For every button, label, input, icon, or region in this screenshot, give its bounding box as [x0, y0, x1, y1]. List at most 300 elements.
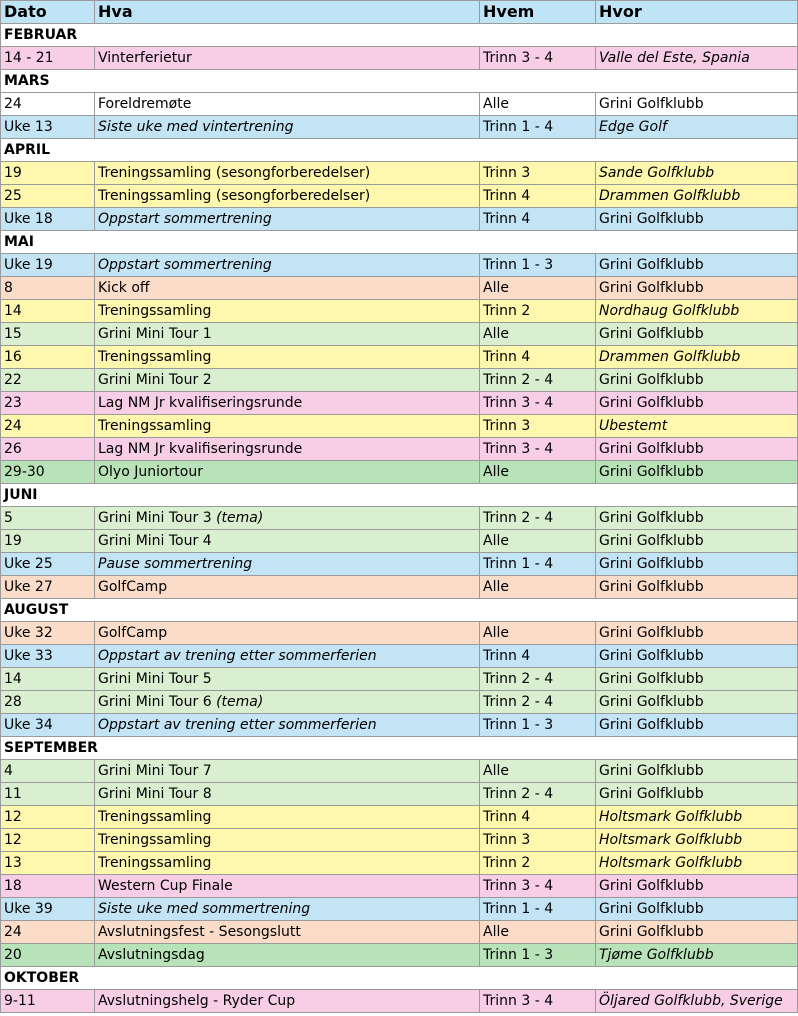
cell-dato [1, 346, 95, 369]
cell-hvem-text: Trinn 1 - 3 [483, 717, 554, 733]
cell-hvor-text: Grini Golfklubb [599, 395, 704, 411]
cell-hvem [480, 783, 596, 806]
cell-dato-text: 12 [4, 832, 22, 848]
cell-hvem [480, 714, 596, 737]
cell-hvem [480, 645, 596, 668]
cell-hvem-text: Trinn 4 [483, 349, 531, 365]
cell-hvem [480, 553, 596, 576]
month-row [1, 484, 798, 507]
month-label: SEPTEMBER [1, 737, 798, 760]
cell-hva [95, 553, 480, 576]
cell-hva [95, 898, 480, 921]
month-row [1, 967, 798, 990]
cell-hva [95, 921, 480, 944]
cell-hva [95, 162, 480, 185]
cell-dato [1, 323, 95, 346]
table-row [1, 898, 798, 921]
cell-dato-text: 14 [4, 671, 22, 687]
cell-hvor-text: Tjøme Golfklubb [599, 947, 714, 963]
month-label: APRIL [1, 139, 798, 162]
cell-hvem [480, 530, 596, 553]
cell-hvor-text: Nordhaug Golfklubb [599, 303, 740, 319]
cell-hvor-text: Sande Golfklubb [599, 165, 715, 181]
cell-hvor-text: Grini Golfklubb [599, 694, 704, 710]
cell-hva [95, 829, 480, 852]
cell-hvem [480, 323, 596, 346]
cell-hvem [480, 369, 596, 392]
cell-hvem-text: Alle [483, 96, 509, 112]
cell-dato [1, 461, 95, 484]
cell-hvor-text: Grini Golfklubb [599, 924, 704, 940]
cell-hvem-text: Trinn 2 - 4 [483, 694, 554, 710]
month-row [1, 599, 798, 622]
cell-hvem [480, 208, 596, 231]
cell-hva [95, 254, 480, 277]
cell-hvor-text: Holtsmark Golfklubb [599, 832, 743, 848]
cell-dato-text: 18 [4, 878, 22, 894]
cell-dato [1, 668, 95, 691]
cell-dato-text: 19 [4, 533, 22, 549]
cell-hvem [480, 760, 596, 783]
table-row [1, 622, 798, 645]
cell-hva [95, 760, 480, 783]
cell-hvor [596, 47, 798, 70]
cell-dato [1, 47, 95, 70]
cell-hvor-text: Valle del Este, Spania [599, 50, 750, 66]
month-row [1, 139, 798, 162]
cell-hvor [596, 553, 798, 576]
cell-dato-text: 24 [4, 924, 22, 940]
cell-dato-text: 16 [4, 349, 22, 365]
cell-hva-text: Oppstart sommertrening [98, 257, 272, 273]
cell-hvor-text: Grini Golfklubb [599, 280, 704, 296]
cell-hva-text: Avslutningsfest - Sesongslutt [98, 924, 301, 940]
cell-hva [95, 277, 480, 300]
table-row [1, 116, 798, 139]
cell-hvor [596, 300, 798, 323]
table-row [1, 691, 798, 714]
cell-hvem-text: Alle [483, 625, 509, 641]
cell-dato [1, 254, 95, 277]
cell-hvem [480, 392, 596, 415]
cell-hvor [596, 576, 798, 599]
cell-dato-text: 14 [4, 303, 22, 319]
cell-hva-text: Grini Mini Tour 2 [98, 372, 212, 388]
cell-hva-text: GolfCamp [98, 625, 168, 641]
cell-dato-text: 24 [4, 418, 22, 434]
cell-hvor [596, 691, 798, 714]
cell-hva-text: Grini Mini Tour 5 [98, 671, 212, 687]
month-label: JUNI [1, 484, 798, 507]
cell-hvor [596, 645, 798, 668]
cell-hvem [480, 898, 596, 921]
cell-hva [95, 990, 480, 1013]
cell-dato [1, 576, 95, 599]
cell-dato-text: 13 [4, 855, 22, 871]
month-row [1, 24, 798, 47]
cell-hvem-text: Alle [483, 579, 509, 595]
cell-hva [95, 875, 480, 898]
cell-hvem-text: Trinn 1 - 3 [483, 257, 554, 273]
cell-hvor [596, 714, 798, 737]
cell-hvem-text: Alle [483, 464, 509, 480]
cell-hvem [480, 47, 596, 70]
cell-dato-text: Uke 13 [4, 119, 53, 135]
cell-hvem [480, 300, 596, 323]
cell-hvem [480, 829, 596, 852]
cell-dato [1, 507, 95, 530]
cell-dato [1, 185, 95, 208]
cell-dato-text: 15 [4, 326, 22, 342]
cell-hvem [480, 990, 596, 1013]
cell-hva [95, 806, 480, 829]
cell-hvem [480, 185, 596, 208]
cell-dato [1, 944, 95, 967]
cell-hvem-text: Trinn 2 - 4 [483, 510, 554, 526]
table-row [1, 645, 798, 668]
cell-hvor-text: Holtsmark Golfklubb [599, 809, 743, 825]
cell-hvor [596, 668, 798, 691]
cell-hvem-text: Alle [483, 326, 509, 342]
cell-hvor-text: Ubestemt [599, 418, 668, 434]
cell-dato [1, 783, 95, 806]
cell-hvor-text: Grini Golfklubb [599, 464, 704, 480]
month-label: AUGUST [1, 599, 798, 622]
cell-hvor-text: Grini Golfklubb [599, 257, 704, 273]
cell-hvor [596, 507, 798, 530]
table-row [1, 921, 798, 944]
cell-dato-text: Uke 27 [4, 579, 53, 595]
month-row [1, 70, 798, 93]
cell-dato-text: 5 [4, 510, 13, 526]
cell-hvem-text: Trinn 3 - 4 [483, 993, 554, 1009]
cell-hva-text: Lag NM Jr kvalifiseringsrunde [98, 441, 303, 457]
cell-hvor [596, 185, 798, 208]
cell-hvem-text: Alle [483, 280, 509, 296]
table-row [1, 760, 798, 783]
cell-hvem [480, 162, 596, 185]
cell-hvem [480, 507, 596, 530]
cell-dato-text: Uke 39 [4, 901, 53, 917]
table-row [1, 323, 798, 346]
cell-hvem-text: Trinn 1 - 4 [483, 119, 554, 135]
cell-hvor-text: Holtsmark Golfklubb [599, 855, 743, 871]
cell-dato [1, 530, 95, 553]
cell-hva-text: Oppstart av trening etter sommerferien [98, 717, 377, 733]
cell-hva [95, 852, 480, 875]
cell-hva-text: Grini Mini Tour 4 [98, 533, 212, 549]
cell-hvem-text: Trinn 3 [483, 832, 531, 848]
cell-hvem [480, 622, 596, 645]
cell-dato-text: 19 [4, 165, 22, 181]
cell-hva-text: Siste uke med vintertrening [98, 119, 294, 135]
month-label: MAI [1, 231, 798, 254]
cell-hva-text: Treningssamling (sesongforberedelser) [98, 165, 371, 181]
cell-dato [1, 553, 95, 576]
cell-hvem [480, 944, 596, 967]
cell-hvor-text: Grini Golfklubb [599, 901, 704, 917]
cell-hvor [596, 760, 798, 783]
cell-dato [1, 806, 95, 829]
cell-hva-suffix: (tema) [216, 510, 264, 526]
cell-dato [1, 875, 95, 898]
cell-hva [95, 530, 480, 553]
cell-dato-text: Uke 33 [4, 648, 53, 664]
cell-hva-text: Oppstart sommertrening [98, 211, 272, 227]
table-row [1, 93, 798, 116]
cell-hvor-text: Grini Golfklubb [599, 510, 704, 526]
cell-hvor [596, 944, 798, 967]
cell-hvor [596, 990, 798, 1013]
cell-dato [1, 300, 95, 323]
cell-hva-text: Grini Mini Tour 6 [98, 694, 212, 710]
cell-hvor [596, 530, 798, 553]
cell-hva [95, 576, 480, 599]
table-row [1, 783, 798, 806]
cell-hvor [596, 162, 798, 185]
column-header-hvor: Hvor [596, 1, 798, 24]
cell-hvem-text: Alle [483, 763, 509, 779]
cell-hva [95, 323, 480, 346]
cell-hvem [480, 438, 596, 461]
cell-hva-text: Treningssamling [98, 418, 212, 434]
cell-hvem [480, 875, 596, 898]
cell-hva-text: Grini Mini Tour 1 [98, 326, 212, 342]
cell-hvem-text: Trinn 2 [483, 855, 531, 871]
cell-hvor-text: Grini Golfklubb [599, 717, 704, 733]
cell-hva [95, 47, 480, 70]
cell-hvem [480, 921, 596, 944]
cell-dato [1, 116, 95, 139]
cell-dato [1, 162, 95, 185]
table-row [1, 254, 798, 277]
cell-hvor [596, 438, 798, 461]
cell-hva [95, 346, 480, 369]
cell-hva [95, 93, 480, 116]
cell-hva [95, 944, 480, 967]
table-row [1, 668, 798, 691]
cell-hvor [596, 806, 798, 829]
cell-dato [1, 829, 95, 852]
cell-hva-text: Western Cup Finale [98, 878, 233, 894]
cell-hva-text: Treningssamling [98, 349, 212, 365]
table-row [1, 392, 798, 415]
cell-hvem-text: Trinn 4 [483, 648, 531, 664]
cell-hvor [596, 921, 798, 944]
cell-hvem-text: Trinn 2 [483, 303, 531, 319]
cell-dato-text: 29-30 [4, 464, 45, 480]
cell-dato [1, 208, 95, 231]
cell-hvor-text: Drammen Golfklubb [599, 188, 741, 204]
cell-dato [1, 760, 95, 783]
cell-hvor-text: Grini Golfklubb [599, 671, 704, 687]
month-label: OKTOBER [1, 967, 798, 990]
cell-dato-text: 8 [4, 280, 13, 296]
cell-hva-text: Treningssamling (sesongforberedelser) [98, 188, 371, 204]
cell-dato-text: Uke 34 [4, 717, 53, 733]
cell-hvem-text: Alle [483, 533, 509, 549]
cell-hva-text: Lag NM Jr kvalifiseringsrunde [98, 395, 303, 411]
cell-hva [95, 185, 480, 208]
cell-hva [95, 392, 480, 415]
cell-hvor [596, 116, 798, 139]
cell-hvem [480, 806, 596, 829]
cell-hva [95, 507, 480, 530]
cell-dato [1, 392, 95, 415]
cell-hvor [596, 392, 798, 415]
cell-hvem [480, 461, 596, 484]
cell-dato-text: 9-11 [4, 993, 36, 1009]
column-header-hva: Hva [95, 1, 480, 24]
cell-hvor-text: Grini Golfklubb [599, 96, 704, 112]
cell-hvem-text: Trinn 2 - 4 [483, 671, 554, 687]
table-row [1, 346, 798, 369]
cell-dato-text: Uke 18 [4, 211, 53, 227]
cell-hvor [596, 829, 798, 852]
cell-hva [95, 691, 480, 714]
cell-hvem [480, 852, 596, 875]
cell-dato [1, 921, 95, 944]
cell-hvor-text: Edge Golf [599, 119, 667, 135]
cell-hvem-text: Trinn 3 - 4 [483, 441, 554, 457]
cell-hva-text: Vinterferietur [98, 50, 192, 66]
cell-hvor [596, 277, 798, 300]
cell-hvem [480, 277, 596, 300]
month-label: FEBRUAR [1, 24, 798, 47]
table-row [1, 875, 798, 898]
cell-dato [1, 645, 95, 668]
cell-hvem [480, 346, 596, 369]
cell-hva [95, 369, 480, 392]
cell-hvem-text: Trinn 3 [483, 418, 531, 434]
table-row [1, 553, 798, 576]
cell-hvor [596, 783, 798, 806]
cell-hva [95, 461, 480, 484]
cell-hvor [596, 875, 798, 898]
cell-hvor-text: Grini Golfklubb [599, 786, 704, 802]
cell-dato [1, 990, 95, 1013]
cell-hvem-text: Trinn 3 - 4 [483, 878, 554, 894]
table-row [1, 185, 798, 208]
cell-hvem-text: Trinn 3 - 4 [483, 50, 554, 66]
cell-hvor [596, 93, 798, 116]
cell-hvem-text: Trinn 2 - 4 [483, 786, 554, 802]
cell-hva-text: Grini Mini Tour 7 [98, 763, 212, 779]
cell-hvor [596, 323, 798, 346]
table-row [1, 829, 798, 852]
cell-hvem-text: Trinn 1 - 3 [483, 947, 554, 963]
cell-hvem-text: Trinn 4 [483, 188, 531, 204]
cell-hvor [596, 254, 798, 277]
table-row [1, 852, 798, 875]
month-row [1, 737, 798, 760]
header-row [1, 1, 798, 24]
cell-hvem-text: Trinn 1 - 4 [483, 556, 554, 572]
cell-dato [1, 691, 95, 714]
cell-dato-text: 22 [4, 372, 22, 388]
cell-hvem [480, 576, 596, 599]
cell-hva [95, 645, 480, 668]
cell-hva [95, 783, 480, 806]
cell-hvem [480, 415, 596, 438]
cell-dato [1, 438, 95, 461]
cell-hvem-text: Trinn 3 - 4 [483, 395, 554, 411]
cell-hvor-text: Grini Golfklubb [599, 533, 704, 549]
cell-dato [1, 277, 95, 300]
table-row [1, 461, 798, 484]
cell-hva-text: Oppstart av trening etter sommerferien [98, 648, 377, 664]
cell-hva-text: Olyo Juniortour [98, 464, 203, 480]
cell-hvor [596, 852, 798, 875]
cell-hvor-text: Grini Golfklubb [599, 372, 704, 388]
cell-hva-text: Grini Mini Tour 3 [98, 510, 212, 526]
cell-hva [95, 668, 480, 691]
cell-hva-text: GolfCamp [98, 579, 168, 595]
table-row [1, 47, 798, 70]
cell-hvem [480, 691, 596, 714]
month-label: MARS [1, 70, 798, 93]
cell-dato-text: Uke 19 [4, 257, 53, 273]
cell-hva [95, 438, 480, 461]
cell-hvem [480, 668, 596, 691]
cell-hva-text: Treningssamling [98, 832, 212, 848]
month-row [1, 231, 798, 254]
cell-dato-text: 25 [4, 188, 22, 204]
cell-hvor [596, 461, 798, 484]
cell-dato-text: 28 [4, 694, 22, 710]
table-row [1, 277, 798, 300]
cell-hva [95, 714, 480, 737]
cell-hva-text: Kick off [98, 280, 150, 296]
cell-dato [1, 93, 95, 116]
cell-hva [95, 116, 480, 139]
cell-dato-text: 14 - 21 [4, 50, 54, 66]
cell-hva [95, 300, 480, 323]
table-header [1, 1, 798, 24]
table-body [1, 24, 798, 1013]
cell-dato-text: 11 [4, 786, 22, 802]
cell-hva-text: Treningssamling [98, 809, 212, 825]
cell-hvem-text: Alle [483, 924, 509, 940]
cell-dato [1, 852, 95, 875]
cell-hva-text: Siste uke med sommertrening [98, 901, 311, 917]
cell-hva [95, 622, 480, 645]
cell-dato-text: 20 [4, 947, 22, 963]
cell-hvor [596, 346, 798, 369]
cell-hvem [480, 254, 596, 277]
cell-dato [1, 898, 95, 921]
cell-hvor-text: Öljared Golfklubb, Sverige [599, 993, 783, 1009]
cell-hvem-text: Trinn 4 [483, 809, 531, 825]
cell-hvem-text: Trinn 3 [483, 165, 531, 181]
cell-hva-text: Treningssamling [98, 303, 212, 319]
cell-hvor-text: Grini Golfklubb [599, 556, 704, 572]
cell-hva-text: Avslutningsdag [98, 947, 205, 963]
cell-hvor-text: Grini Golfklubb [599, 211, 704, 227]
cell-dato-text: 12 [4, 809, 22, 825]
cell-hva [95, 415, 480, 438]
table-row [1, 438, 798, 461]
cell-hva-text: Avslutningshelg - Ryder Cup [98, 993, 296, 1009]
table-row [1, 944, 798, 967]
table-row [1, 806, 798, 829]
cell-hvem [480, 93, 596, 116]
cell-hva-text: Pause sommertrening [98, 556, 253, 572]
cell-hvor-text: Grini Golfklubb [599, 763, 704, 779]
cell-dato-text: 23 [4, 395, 22, 411]
cell-hvem-text: Trinn 1 - 4 [483, 901, 554, 917]
cell-hvor-text: Grini Golfklubb [599, 878, 704, 894]
